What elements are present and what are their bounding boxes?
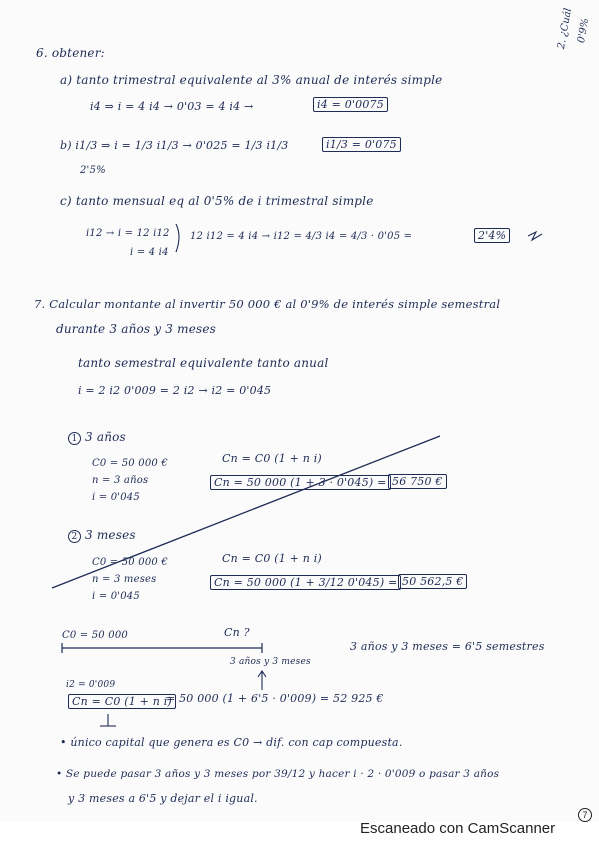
ex7-s1-n: n = 3 años [92,475,149,486]
ex7-final-calc: = 50 000 (1 + 6'5 · 0'009) = 52 925 € [166,692,384,705]
ex7-bullet1: • único capital que genera es C0 → dif. con cap compuesta. [60,736,403,749]
ex6-c-calc-left2: i = 4 i4 [130,247,169,258]
camscanner-footer: Escaneado con CamScanner [360,820,556,837]
ex7-eq-calc: i = 2 i2 0'009 = 2 i2 → i2 = 0'045 [78,384,272,397]
ex7-s1-box: Cn = 50 000 (1 + 3 · 0'045) = [210,475,391,490]
ex7-final-box: Cn = C0 (1 + n i) [68,694,176,709]
ex6-a-calc: i4 ⇒ i = 4 i4 → 0'03 = 4 i4 → [90,100,254,113]
corner-note-line1: 2. ¿Cuál [556,7,575,50]
ex7-title-line1: 7. Calcular montante al invertir 50 000 € al 0'9% de interés simple semestral [34,297,501,311]
ex7-s2-title-text: 3 meses [85,528,136,542]
ex7-s1-result: 56 750 € [388,474,447,489]
ex7-i2-label: i2 = 0'009 [66,680,116,690]
ex6-c-text: c) tanto mensual eq al 0'5% de i trimestral simple [60,194,374,208]
ex7-s2-box: Cn = 50 000 (1 + 3/12 0'045) = [210,575,401,590]
ex6-a-text: a) tanto trimestral equivalente al 3% anual de interés simple [60,73,443,87]
ex7-s2-i: i = 0'045 [92,591,140,602]
ex6-c-calc-left1: i12 → i = 12 i12 [86,228,170,239]
ex7-s2-number: 2 [68,530,81,543]
scribble [528,232,542,240]
page-number: 7 [578,808,592,822]
ex6-b-note: 2'5% [80,165,106,176]
ex6-b-calc: b) i1/3 ⇒ i = 1/3 i1/3 → 0'025 = 1/3 i1/3 [60,139,289,152]
brace [176,224,179,252]
timeline-c0: C0 = 50 000 [62,630,128,641]
ex7-bullet2-line1: • Se puede pasar 3 años y 3 meses por 39/12 y hacer i · 2 · 0'009 o pasar 3 años [56,768,500,780]
ex7-title-line2: durante 3 años y 3 meses [56,322,217,336]
ex7-s1-title-text: 3 años [85,430,126,444]
ex7-s1-formula: Cn = C0 (1 + n i) [222,452,322,465]
ex7-s2-result: 50 562,5 € [398,574,467,589]
ex7-eq-text: tanto semestral equivalente tanto anual [78,356,329,370]
ex6-title: 6. obtener: [36,46,105,60]
ex7-s1-c0: C0 = 50 000 € [92,458,168,469]
ex7-bullet2-line2: y 3 meses a 6'5 y dejar el i igual. [68,792,258,805]
ex6-c-result-box: 2'4% [474,228,510,243]
timeline-below: 3 años y 3 meses [230,657,311,667]
timeline-cn: Cn ? [224,626,250,639]
ex6-b-result-box: i1/3 = 0'075 [322,137,401,152]
ex6-c-calc-mid: 12 i12 = 4 i4 → i12 = 4/3 i4 = 4/3 · 0'05 = [190,231,413,242]
ex7-s1-i: i = 0'045 [92,492,140,503]
ex7-s2-c0: C0 = 50 000 € [92,557,168,568]
corner-note-line2: 0'9% [576,17,592,44]
ex7-s2-n: n = 3 meses [92,574,157,585]
timeline-right: 3 años y 3 meses = 6'5 semestres [350,640,545,653]
strike-line [52,436,440,588]
ex6-a-result-box: i4 = 0'0075 [313,97,388,112]
ex7-s1-number: 1 [68,432,81,445]
ex7-s2-formula: Cn = C0 (1 + n i) [222,552,322,565]
